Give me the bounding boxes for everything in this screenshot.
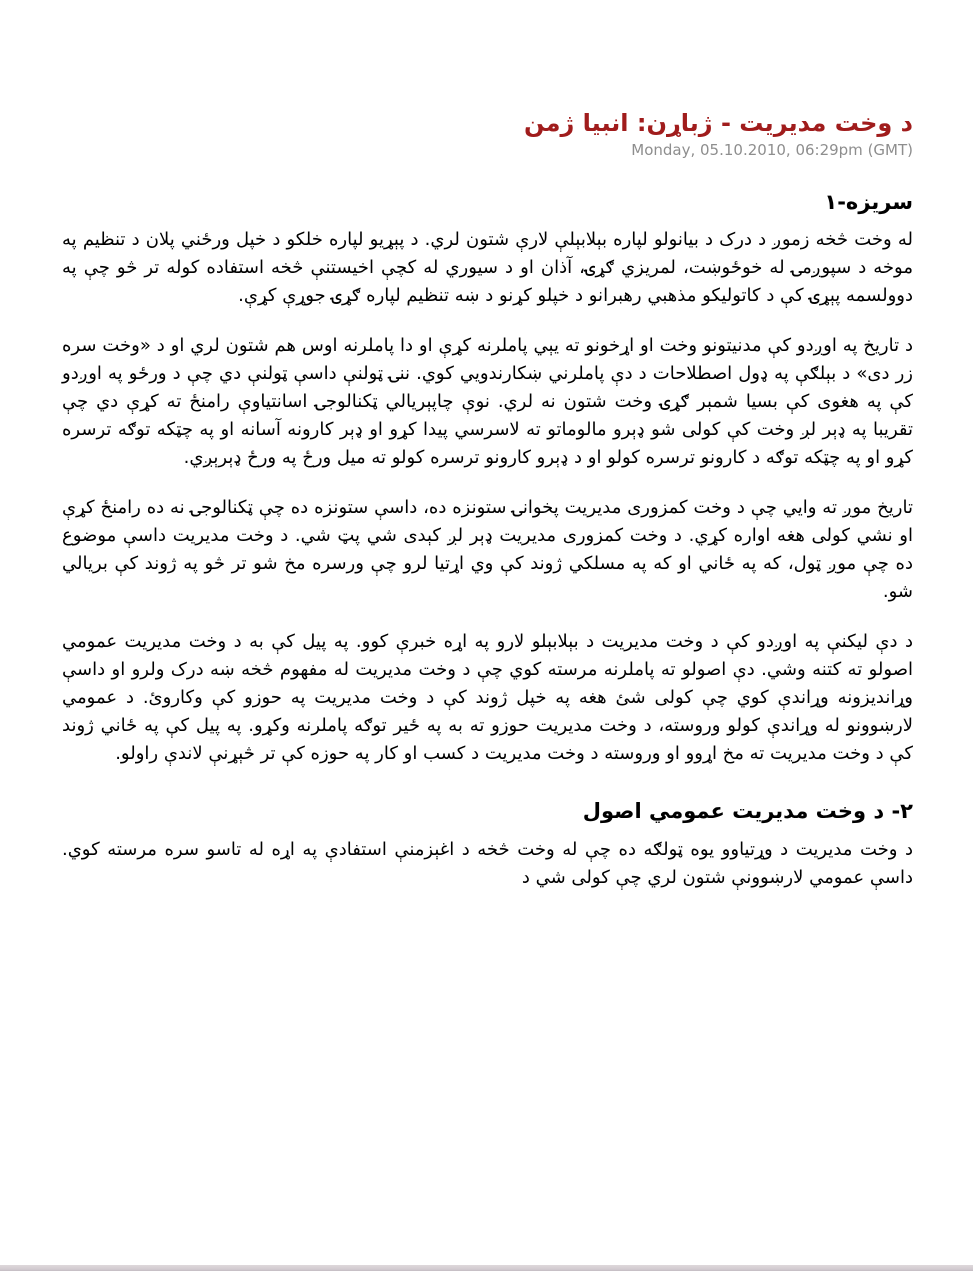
publish-timestamp: Monday, 05.10.2010, 06:29pm (GMT) [631, 141, 913, 159]
section-heading-introduction: سریزه-۱ [824, 190, 913, 214]
paragraph: د تاریخ په اوږدو کې مدنیتونو وخت او اړخونو ته یېي پاملرنه کړې او دا پاملرنه اوس هم شتون لري او د «وخت سره زر دی» د بېلګې په ډول اصطلاحات د دې پاملرني ښکارندويي کوي. ننۍ ټولنې داسې ټولنې دي چې د ورځو په اوږدو کې په هغوی کې بسیا شمېر ګړۍ وخت شتون نه لري. نوې چاپېریالي ټکنالوجۍ اسانتیاوې رامنځ ته کړې دي چې تقریبا په ډېر لږ وخت کې کولی شو ډېرو مالوماتو ته لاسرسي پیدا کړو او ډېر کارونه آسانه او په چټکه توګه ترسره کړو او په چټکه توګه د کارونو ترسره کولو او د ډېرو کارونو ترسره کولو ته میل ورځ په ورځ ډېرېږي. [62, 335, 913, 469]
bottom-divider-bar [0, 1265, 973, 1271]
paragraph: تاریخ موږ ته وایي چې د وخت کمزوری مدیریت پخوانۍ ستونزه ده، داسې ستونزه ده چې ټکنالوجۍ نه ده رامنځ کړې او نشي کولی هغه اواره کړي. د وخت کمزوری مدیریت ډېر لږ کېدی شي پټ شي. د وخت مدیریت داسې موضوع ده چې موږ ټول، که په ځاني او که په مسلکي ژوند کې وي اړتیا لرو چې ورسره مخ شو تر څو په ژوند کې بریالي شو. [62, 497, 913, 603]
article-title: د وخت مدیریت - ژباړن: انبیا ژمن [524, 109, 913, 137]
paragraph: د وخت مدیریت د وړتیاوو یوه ټولګه ده چې له وخت څخه د اغېزمنې استفادې په اړه له تاسو سره مرسته کوي. داسې عمومي لارښوونې شتون لري چې کولی شي د [62, 838, 913, 888]
paragraph: له وخت څخه زموږ د درک د بیانولو لپاره بېلابېلې لارې شتون لري. د پېړیو لپاره خلکو د خپل ورځني پلان د تنظیم په موخه د سپوږمۍ له خوځوښت، لمریزي ګړۍ، آذان او د سیوري له کچې اخیستنې څخه استفاده کوله تر څو چې په دوولسمه پېړۍ کې د کاتولیکو مذهبي رهبرانو د خپلو کړنو د ښه تنظیم لپاره ګړۍ جوړې کړې. [62, 229, 913, 307]
paragraph: د دې لیکنې په اوږدو کې د وخت مدیریت د بېلابېلو لارو په اړه خبرې کوو. په پیل کې به د وخت مدیریت عمومي اصولو ته کتنه وشي. دې اصولو ته پاملرنه مرسته کوي چې د وخت مدیریت له مفهوم څخه ښه درک ولرو او داسې وړاندیزونه وړاندې کوي چې کولی شئ هغه په خپل ژوند کې د وخت مدیریت په حوزو کې وکاروئ. د عمومي لارښوونو له وړاندې کولو وروسته، د وخت مدیریت حوزو ته به په ځیر توګه پاملرنه وکړو. په پیل کې په ځاني ژوند کې د وخت مدیریت ته مخ اړوو او وروسته د وخت مدیریت د کسب او کار په حوزه کې تر څېړنې لاندې راولو. [62, 631, 913, 765]
title-block [62, 108, 913, 159]
article-content [62, 0, 913, 892]
section-heading-general-principles: ۲- د وخت مدیریت عمومي اصول [582, 799, 913, 824]
